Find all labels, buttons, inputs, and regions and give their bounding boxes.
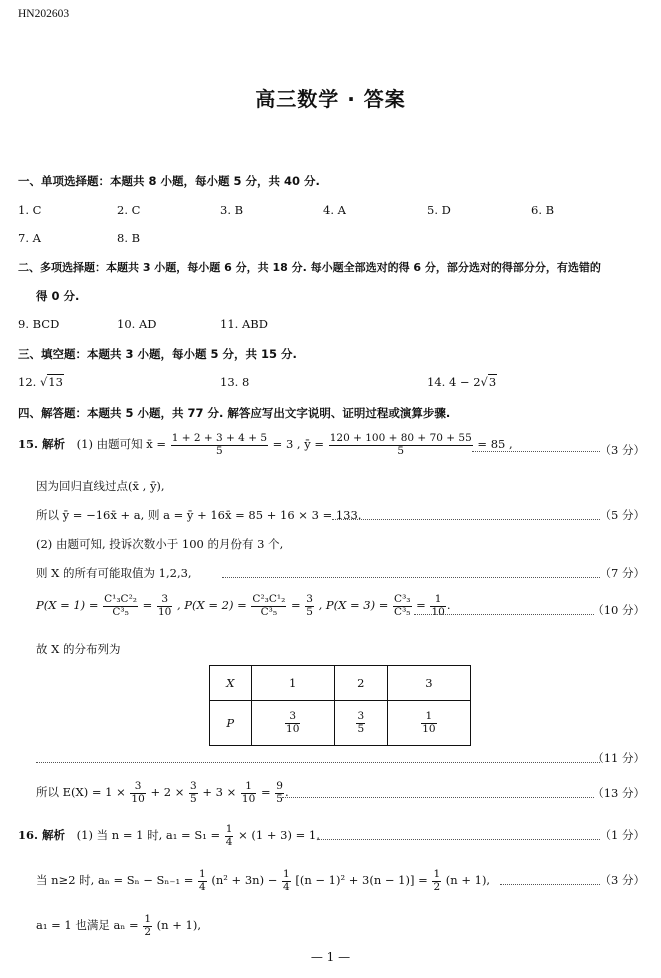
q15-l1-a: (1) 由题可知 x̄ = xyxy=(76,437,167,452)
numerator: 1 xyxy=(433,868,441,880)
period: . xyxy=(284,785,289,800)
numerator: 9 xyxy=(276,780,283,792)
denominator: 10 xyxy=(431,605,445,618)
sqrt-symbol: √ xyxy=(39,375,48,389)
score-11: （11 分） xyxy=(592,751,645,765)
equals: = xyxy=(290,598,301,613)
q16-l1-a: (1) 当 n = 1 时, a₁ = S₁ = xyxy=(76,828,221,843)
denominator: 10 xyxy=(241,792,256,805)
fraction-comb-1 xyxy=(103,594,138,618)
answer-7: 7. A xyxy=(18,231,41,245)
table-row xyxy=(210,666,471,701)
q16-l2-c: [(n − 1)² + 3(n − 1)] = xyxy=(295,873,428,888)
denominator: C³₅ xyxy=(260,605,278,618)
denominator: 5 xyxy=(397,444,405,457)
answer-13: 13. 8 xyxy=(220,375,250,389)
q16-l2-d: (n + 1), xyxy=(445,873,491,888)
e-b: + 2 × xyxy=(150,785,185,800)
numerator: 1 xyxy=(241,781,256,794)
score-1: （1 分） xyxy=(599,828,645,842)
fraction xyxy=(282,869,291,893)
answer-2: 2. C xyxy=(117,203,141,217)
table-row xyxy=(210,701,471,746)
dot-leader xyxy=(500,884,600,885)
e-a: 所以 E(X) = 1 × xyxy=(36,785,126,800)
answer-1: 1. C xyxy=(18,203,42,217)
fraction xyxy=(198,869,207,893)
q16-l2-b: (n² + 3n) − xyxy=(211,873,278,888)
denominator: 10 xyxy=(157,605,172,618)
table-cell: 3 xyxy=(387,666,470,701)
answer-5: 5. D xyxy=(427,203,451,217)
sqrt-symbol: √ xyxy=(480,375,488,389)
denominator: 4 xyxy=(199,880,206,893)
answer-6: 6. B xyxy=(531,203,555,217)
score-10: （10 分） xyxy=(592,603,645,617)
numerator: C³₃ xyxy=(394,593,411,605)
answer-10: 10. AD xyxy=(117,317,157,331)
fraction-comb-2 xyxy=(251,594,286,618)
e-d: = xyxy=(260,785,271,800)
q15-line-2: 因为回归直线过点(x̄ , ȳ), xyxy=(36,479,165,493)
dot-leader xyxy=(332,519,600,520)
numerator: 3 xyxy=(190,780,197,792)
fraction xyxy=(225,824,234,848)
denominator: 5 xyxy=(276,792,283,805)
denominator: 2 xyxy=(144,925,152,938)
section-3-heading: 三、填空题：本题共 3 小题，每小题 5 分，共 15 分. xyxy=(18,347,297,361)
numerator: C¹₃C²₂ xyxy=(104,593,138,605)
dot-leader xyxy=(472,451,600,452)
dot-leader xyxy=(414,614,594,615)
numerator: 1 xyxy=(225,823,233,835)
answer-14 xyxy=(427,375,497,389)
numerator: 1 xyxy=(199,868,206,880)
fraction-p1 xyxy=(157,594,172,618)
answer-12 xyxy=(18,375,64,389)
p3-lhs: , P(X = 3) = xyxy=(318,598,389,613)
equals: = xyxy=(416,598,426,613)
q15-line-3: 所以 ȳ = −16x̄ + a, 则 a = ȳ + 16x̄ = 85 + 16 × 3 = 133. xyxy=(36,508,362,522)
fraction-y-mean xyxy=(329,433,473,457)
numerator: 3 xyxy=(157,594,172,607)
denominator: 5 xyxy=(190,792,197,805)
answer-9: 9. BCD xyxy=(18,317,60,331)
section-4-heading: 四、解答题：本题共 5 小题，共 77 分. 解答应写出文字说明、证明过程或演算步骤. xyxy=(18,406,451,420)
table-cell: 1 xyxy=(251,666,334,701)
p2-lhs: , P(X = 2) = xyxy=(177,598,247,613)
numerator: 3 xyxy=(130,781,145,794)
q15-line-4: (2) 由题可知, 投诉次数小于 100 的月份有 3 个, xyxy=(36,537,284,551)
denominator: 5 xyxy=(357,722,365,735)
answer-4: 4. A xyxy=(323,203,346,217)
denominator: 10 xyxy=(286,722,300,735)
e-c: + 3 × xyxy=(202,785,237,800)
q16-line-3 xyxy=(36,914,201,938)
q16-l2-a: 当 n≥2 时, aₙ = Sₙ − Sₙ₋₁ = xyxy=(36,873,194,888)
section-1-heading: 一、单项选择题：本题共 8 小题，每小题 5 分，共 40 分. xyxy=(18,174,320,188)
denominator: 4 xyxy=(225,835,233,848)
period: . xyxy=(446,598,451,613)
dot-leader xyxy=(222,577,600,578)
numerator: 1 xyxy=(430,594,445,607)
q15-l1-c: = 85 , xyxy=(477,437,513,452)
fraction xyxy=(275,781,284,805)
q16-label: 16. 解析 xyxy=(18,828,66,843)
distribution-table xyxy=(209,665,471,746)
table-cell: 2 xyxy=(334,666,387,701)
fraction-p2 xyxy=(305,594,314,618)
section-2-heading-cont: 得 0 分. xyxy=(36,289,80,303)
score-13: （13 分） xyxy=(592,786,645,800)
numerator: 1 xyxy=(144,913,152,925)
fraction-comb-3 xyxy=(393,594,411,618)
dot-leader xyxy=(36,762,600,763)
numerator: 1 xyxy=(421,711,436,724)
denominator: 5 xyxy=(216,444,223,457)
q15-label: 15. 解析 xyxy=(18,437,66,452)
fraction xyxy=(241,781,256,805)
fraction xyxy=(432,869,441,893)
page-title: 高三数学 · 答案 xyxy=(255,87,406,111)
answer-12-radicand: 13 xyxy=(48,375,63,389)
q15-line-1 xyxy=(18,433,513,457)
denominator: 5 xyxy=(306,605,313,618)
numerator: 1 xyxy=(283,868,290,880)
score-3b: （3 分） xyxy=(599,873,645,887)
answer-8: 8. B xyxy=(117,231,141,245)
fraction xyxy=(143,914,152,938)
section-2-heading: 二、多项选择题：本题共 3 小题，每小题 6 分，共 18 分. 每小题全部选对的得 6 分，部分选对的得部分分，有选错的 xyxy=(18,261,601,274)
numerator: 3 xyxy=(285,711,300,724)
denominator: 4 xyxy=(283,880,290,893)
numerator: 3 xyxy=(357,709,365,722)
dot-leader xyxy=(282,797,594,798)
page-number: — 1 — xyxy=(310,950,351,964)
table-cell xyxy=(251,701,334,746)
fraction xyxy=(130,781,145,805)
q15-l1-b: = 3 , ȳ = xyxy=(272,437,325,452)
denominator: 10 xyxy=(131,792,145,805)
numerator: C²₃C¹₂ xyxy=(252,593,286,605)
numerator: 120 + 100 + 80 + 70 + 55 xyxy=(329,432,472,444)
dot-leader xyxy=(318,839,600,840)
denominator: 10 xyxy=(422,722,436,735)
q16-line-1 xyxy=(18,824,320,848)
table-cell: X xyxy=(210,666,252,701)
denominator: 2 xyxy=(433,880,441,893)
answer-14-radicand: 3 xyxy=(488,375,497,389)
score-5: （5 分） xyxy=(599,508,645,522)
table-cell xyxy=(334,701,387,746)
q16-l3-b: (n + 1), xyxy=(156,918,201,933)
table-cell: P xyxy=(210,701,252,746)
fraction-x-mean xyxy=(171,433,268,457)
numerator: 1 + 2 + 3 + 4 + 5 xyxy=(171,432,268,444)
q15-line-7: 故 X 的分布列为 xyxy=(36,642,121,656)
numerator: 3 xyxy=(306,593,313,605)
q15-line-5: 则 X 的所有可能取值为 1,2,3, xyxy=(36,566,192,580)
denominator: C³₅ xyxy=(394,605,411,618)
q16-line-2 xyxy=(36,869,490,893)
fraction xyxy=(285,711,300,735)
answer-11: 11. ABD xyxy=(220,317,268,331)
fraction xyxy=(356,711,365,735)
score-7: （7 分） xyxy=(599,566,645,580)
score-3: （3 分） xyxy=(599,443,645,457)
q16-l1-b: × (1 + 3) = 1, xyxy=(238,828,320,843)
fraction xyxy=(189,781,198,805)
document-code: HN202603 xyxy=(18,8,70,20)
q15-expectation xyxy=(36,781,289,805)
q16-l3-a: a₁ = 1 也满足 aₙ = xyxy=(36,918,139,933)
q15-probabilities xyxy=(36,594,450,618)
fraction xyxy=(421,711,436,735)
p1-lhs: P(X = 1) = xyxy=(36,598,99,613)
table-cell xyxy=(387,701,470,746)
denominator: C³₅ xyxy=(112,605,129,618)
equals: = xyxy=(142,598,153,613)
answer-14-label: 14. 4 − 2 xyxy=(427,375,481,389)
answer-12-label: 12. xyxy=(18,375,37,389)
answer-3: 3. B xyxy=(220,203,244,217)
